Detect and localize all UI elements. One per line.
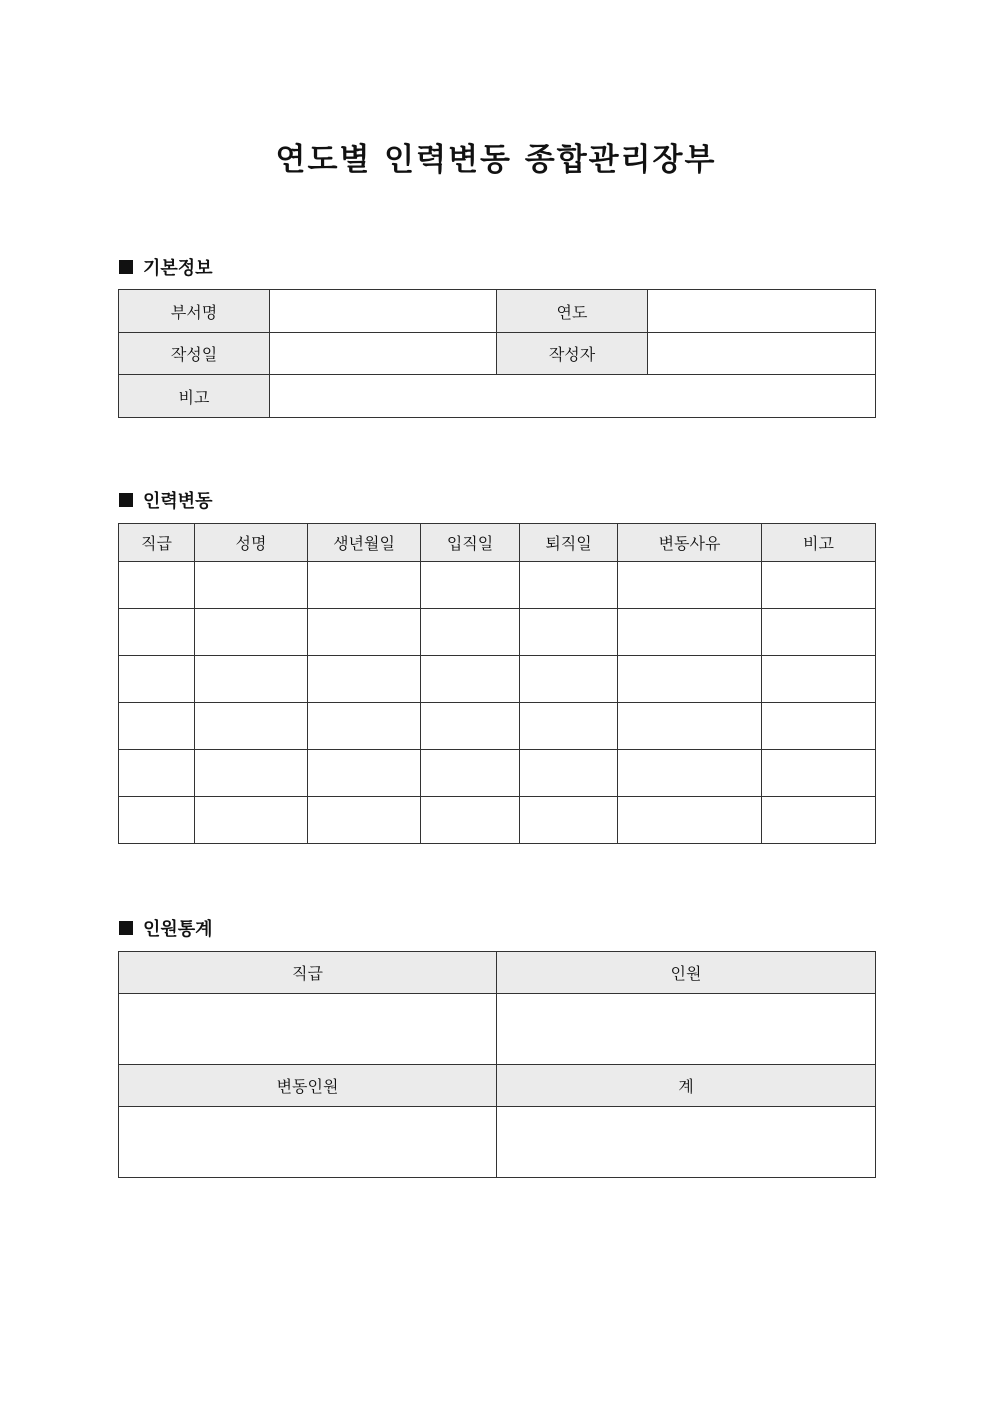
table-cell[interactable] — [520, 797, 618, 844]
table-cell[interactable] — [308, 656, 421, 703]
section-heading-personnel-changes — [119, 487, 213, 513]
table-cell[interactable] — [762, 656, 876, 703]
table-cell[interactable] — [520, 750, 618, 797]
table-cell[interactable] — [119, 562, 195, 609]
section-heading-label: 기본정보 — [143, 258, 213, 279]
column-header: 퇴직일 — [520, 524, 618, 562]
table-cell[interactable] — [618, 750, 762, 797]
table-cell[interactable] — [520, 656, 618, 703]
column-header: 비고 — [762, 524, 876, 562]
square-bullet-icon — [119, 260, 133, 274]
table-cell[interactable] — [119, 797, 195, 844]
table-cell[interactable] — [119, 609, 195, 656]
department-field[interactable] — [270, 290, 497, 333]
remarks-field[interactable] — [270, 375, 876, 418]
rank-field[interactable] — [119, 994, 497, 1065]
table-row — [119, 703, 876, 750]
table-cell[interactable] — [762, 609, 876, 656]
table-cell[interactable] — [421, 797, 520, 844]
changed-headcount-field[interactable] — [119, 1107, 497, 1178]
label-year: 연도 — [497, 290, 648, 333]
section-heading-label: 인원통계 — [143, 919, 213, 940]
total-field[interactable] — [497, 1107, 876, 1178]
table-cell[interactable] — [421, 703, 520, 750]
label-remarks: 비고 — [119, 375, 270, 418]
table-cell[interactable] — [119, 656, 195, 703]
table-cell[interactable] — [195, 656, 308, 703]
table-cell[interactable] — [618, 797, 762, 844]
headcount-field[interactable] — [497, 994, 876, 1065]
basic-info-table — [118, 289, 876, 418]
label-headcount: 인원 — [497, 952, 876, 994]
table-cell[interactable] — [618, 609, 762, 656]
table-cell[interactable] — [308, 797, 421, 844]
table-cell[interactable] — [762, 750, 876, 797]
column-header: 변동사유 — [618, 524, 762, 562]
table-cell[interactable] — [308, 609, 421, 656]
table-cell[interactable] — [308, 750, 421, 797]
author-field[interactable] — [648, 333, 876, 375]
square-bullet-icon — [119, 493, 133, 507]
table-cell[interactable] — [421, 609, 520, 656]
table-cell[interactable] — [119, 750, 195, 797]
table-cell[interactable] — [762, 797, 876, 844]
table-row — [119, 562, 876, 609]
table-cell[interactable] — [308, 562, 421, 609]
table-cell[interactable] — [762, 562, 876, 609]
staff-statistics-table — [118, 951, 876, 1178]
table-cell[interactable] — [195, 562, 308, 609]
table-cell[interactable] — [195, 797, 308, 844]
section-heading-staff-statistics — [119, 915, 213, 941]
square-bullet-icon — [119, 921, 133, 935]
label-department: 부서명 — [119, 290, 270, 333]
personnel-changes-table — [118, 523, 876, 844]
table-cell[interactable] — [618, 656, 762, 703]
table-cell[interactable] — [421, 562, 520, 609]
section-heading-label: 인력변동 — [143, 491, 213, 512]
section-heading-basic-info — [119, 254, 213, 280]
column-header: 성명 — [195, 524, 308, 562]
table-cell[interactable] — [618, 562, 762, 609]
label-rank: 직급 — [119, 952, 497, 994]
table-row — [119, 656, 876, 703]
table-cell[interactable] — [195, 609, 308, 656]
column-header: 생년월일 — [308, 524, 421, 562]
table-cell[interactable] — [195, 703, 308, 750]
year-field[interactable] — [648, 290, 876, 333]
page-title: 연도별 인력변동 종합관리장부 — [275, 142, 717, 178]
label-total: 계 — [497, 1065, 876, 1107]
table-cell[interactable] — [520, 609, 618, 656]
table-row — [119, 750, 876, 797]
column-header: 직급 — [119, 524, 195, 562]
table-row — [119, 797, 876, 844]
table-cell[interactable] — [762, 703, 876, 750]
label-date-written: 작성일 — [119, 333, 270, 375]
table-cell[interactable] — [195, 750, 308, 797]
table-cell[interactable] — [119, 703, 195, 750]
table-cell[interactable] — [520, 562, 618, 609]
label-author: 작성자 — [497, 333, 648, 375]
label-changed-headcount: 변동인원 — [119, 1065, 497, 1107]
column-header: 입직일 — [421, 524, 520, 562]
table-row — [119, 609, 876, 656]
table-cell[interactable] — [618, 703, 762, 750]
table-cell[interactable] — [421, 656, 520, 703]
table-cell[interactable] — [421, 750, 520, 797]
date-written-field[interactable] — [270, 333, 497, 375]
table-cell[interactable] — [520, 703, 618, 750]
table-cell[interactable] — [308, 703, 421, 750]
